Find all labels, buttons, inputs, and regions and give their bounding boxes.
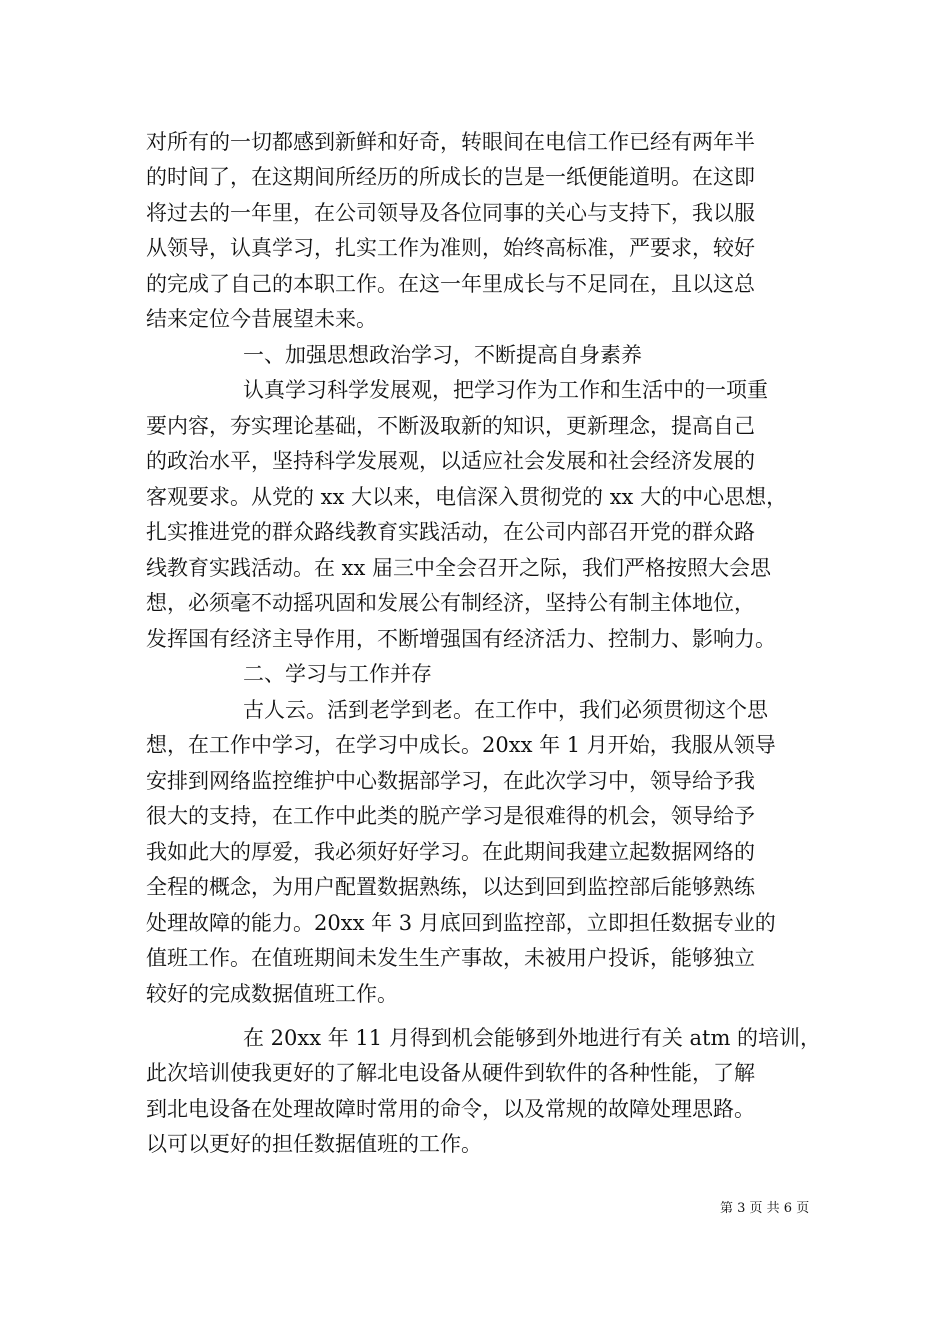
body-line: 想，在工作中学习，在学习中成长。20xx 年 1 月开始，我服从领导 [146,733,776,757]
body-line: 将过去的一年里，在公司领导及各位同事的关心与支持下，我以服 [146,201,755,225]
body-line: 在 20xx 年 11 月得到机会能够到外地进行有关 atm 的培训， [243,1026,822,1050]
body-line: 客观要求。从党的 xx 大以来，电信深入贯彻党的 xx 大的中心思想， [146,485,788,509]
section-heading: 一、加强思想政治学习，不断提高自身素养 [243,343,642,367]
section-heading: 二、学习与工作并存 [243,662,432,686]
body-line: 处理故障的能力。20xx 年 3 月底回到监控部，立即担任数据专业的 [146,911,776,935]
body-line: 到北电设备在处理故障时常用的命令，以及常规的故障处理思路。 [146,1097,755,1121]
body-line: 发挥国有经济主导作用，不断增强国有经济活力、控制力、影响力。 [146,627,776,651]
body-line: 值班工作。在值班期间未发生生产事故，未被用户投诉，能够独立 [146,946,755,970]
body-line: 全程的概念，为用户配置数据熟练，以达到回到监控部后能够熟练 [146,875,755,899]
body-line: 古人云。活到老学到老。在工作中，我们必须贯彻这个思 [243,698,768,722]
body-line: 的完成了自己的本职工作。在这一年里成长与不足同在，且以这总 [146,272,755,296]
body-line: 从领导，认真学习，扎实工作为准则，始终高标准，严要求，较好 [146,236,755,260]
body-line: 要内容，夯实理论基础，不断汲取新的知识，更新理念，提高自己 [146,414,755,438]
body-line: 我如此大的厚爱，我必须好好学习。在此期间我建立起数据网络的 [146,840,755,864]
body-line: 认真学习科学发展观，把学习作为工作和生活中的一项重 [243,378,768,402]
body-line: 很大的支持，在工作中此类的脱产学习是很难得的机会，领导给予 [146,804,755,828]
body-line: 线教育实践活动。在 xx 届三中全会召开之际，我们严格按照大会思 [146,556,772,580]
body-line: 想，必须毫不动摇巩固和发展公有制经济，坚持公有制主体地位， [146,591,755,615]
body-line: 较好的完成数据值班工作。 [146,982,398,1006]
body-line: 结来定位今昔展望未来。 [146,307,377,331]
body-line: 以可以更好的担任数据值班的工作。 [146,1132,482,1156]
page-number: 第 3 页 共 6 页 [720,1201,810,1216]
body-line: 安排到网络监控维护中心数据部学习，在此次学习中，领导给予我 [146,769,755,793]
body-line: 的政治水平，坚持科学发展观，以适应社会发展和社会经济发展的 [146,449,755,473]
body-line: 的时间了，在这期间所经历的所成长的岂是一纸便能道明。在这即 [146,165,755,189]
body-line: 对所有的一切都感到新鲜和好奇，转眼间在电信工作已经有两年半 [146,130,755,154]
body-line: 扎实推进党的群众路线教育实践活动，在公司内部召开党的群众路 [146,520,755,544]
body-line: 此次培训使我更好的了解北电设备从硬件到软件的各种性能，了解 [146,1061,755,1085]
